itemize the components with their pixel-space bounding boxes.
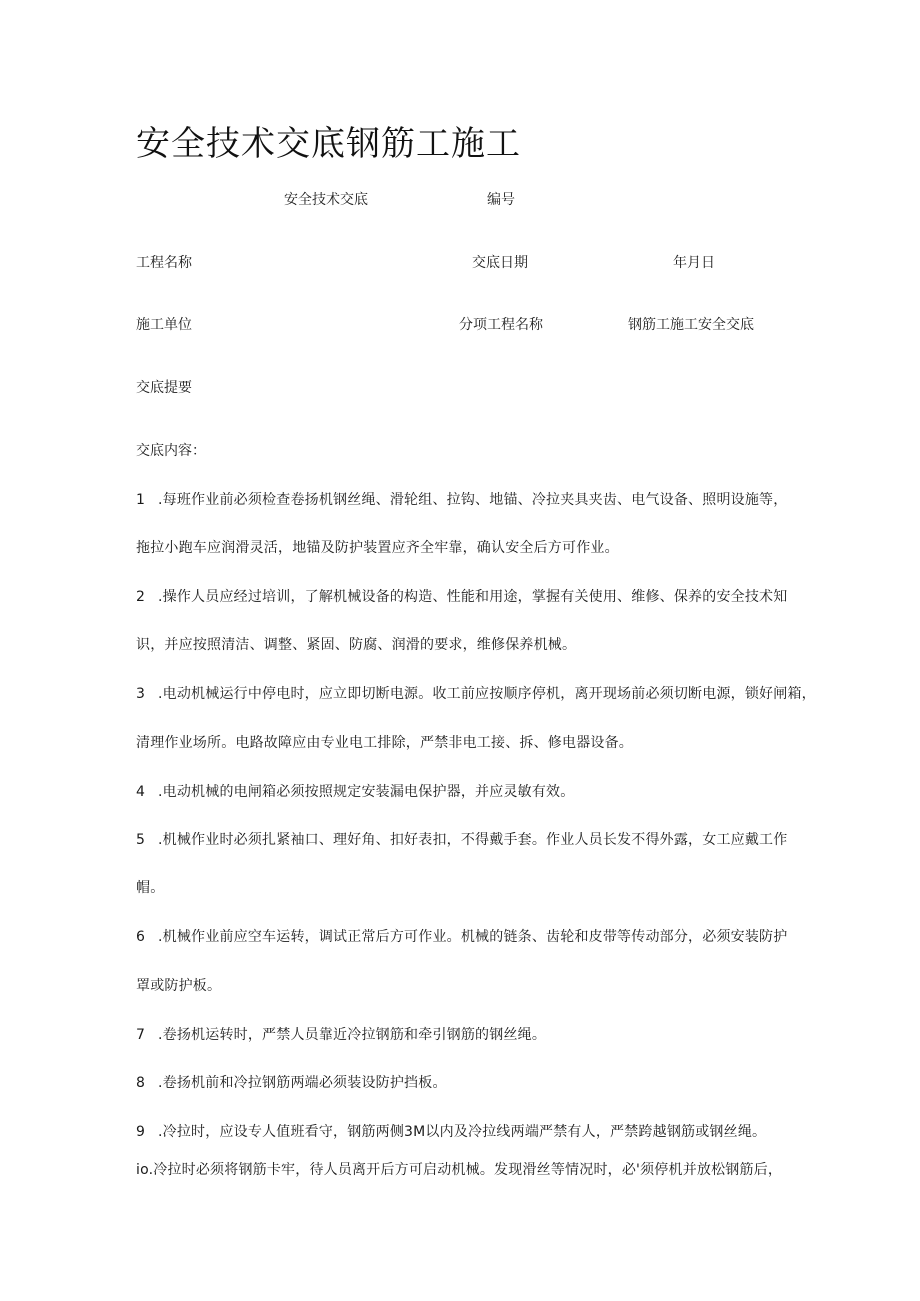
item-number: 8	[136, 1075, 146, 1091]
item-continuation: 拖拉小跑车应润滑灵活，地锚及防护装置应齐全牢靠，确认安全后方可作业。	[136, 540, 619, 556]
item-number: 9	[136, 1124, 146, 1140]
list-item	[136, 684, 816, 704]
item-number: 3	[136, 686, 146, 702]
item-number: 7	[136, 1027, 146, 1043]
list-item	[136, 1122, 766, 1142]
item-text: .冷拉时，应设专人值班看守，钢筋两侧3M以内及冷拉线两端严禁有人，严禁跨越钢筋或钢丝绳。	[158, 1124, 767, 1140]
date-label: 交底日期	[472, 255, 528, 271]
number-label: 编号	[487, 192, 515, 208]
item-text: .机械作业时必须扎紧袖口、理好角、扣好表扣，不得戴手套。作业人员长发不得外露，女工应戴工作	[158, 832, 788, 848]
item-text: .卷扬机前和冷拉钢筋两端必须装设防护挡板。	[158, 1075, 447, 1091]
item-number: 1	[136, 492, 146, 508]
document-subtitle: 安全技术交底	[284, 192, 368, 208]
item-continuation: 帽。	[136, 880, 165, 896]
summary-label: 交底提要	[136, 380, 192, 396]
sub-project-value: 钢筋工施工安全交底	[628, 317, 754, 333]
project-name-label: 工程名称	[136, 255, 192, 271]
document-title: 安全技术交底钢筋工施工	[136, 124, 521, 164]
item-number: 6	[136, 929, 146, 945]
list-item	[136, 1073, 447, 1093]
list-item	[136, 782, 574, 802]
list-item	[136, 1025, 546, 1045]
list-item	[136, 830, 787, 850]
date-value: 年月日	[673, 255, 715, 271]
item-text: .电动机械运行中停电时，应立即切断电源。收工前应按顺序停机，离开现场前必须切断电源，锁好闸箱，	[158, 686, 816, 702]
list-item	[136, 587, 787, 607]
item-text: .每班作业前必须检查卷扬机钢丝绳、滑轮组、拉钩、地锚、冷拉夹具夹齿、电气设备、照明设施等，	[158, 492, 788, 508]
item-text: .电动机械的电闸箱必须按照规定安装漏电保护器，并应灵敏有效。	[158, 784, 575, 800]
list-item	[136, 927, 787, 947]
item-number: 2	[136, 589, 146, 605]
content-label: 交底内容：	[136, 443, 206, 459]
item-text: .操作人员应经过培训，了解机械设备的构造、性能和用途，掌握有关使用、维修、保养的安全技术知	[158, 589, 788, 605]
item-number: 4	[136, 784, 146, 800]
list-item-10: io.冷拉时必须将钢筋卡牢，待人员离开后方可启动机械。发现滑丝等情况时，必'须停机并放松钢筋后，	[136, 1162, 783, 1178]
item-continuation: 罩或防护板。	[136, 978, 222, 994]
item-text: .机械作业前应空车运转，调试正常后方可作业。机械的链条、齿轮和皮带等传动部分，必须安装防护	[158, 929, 788, 945]
item-text: .卷扬机运转时，严禁人员靠近冷拉钢筋和牵引钢筋的钢丝绳。	[158, 1027, 547, 1043]
item-number: 5	[136, 832, 146, 848]
unit-label: 施工单位	[136, 317, 192, 333]
list-item	[136, 490, 787, 510]
sub-project-label: 分项工程名称	[459, 317, 543, 333]
item-continuation: 清理作业场所。电路故障应由专业电工排除，严禁非电工接、拆、修电器设备。	[136, 735, 633, 751]
item-continuation: 识，并应按照清洁、调整、紧固、防腐、润滑的要求，维修保养机械。	[136, 637, 577, 653]
